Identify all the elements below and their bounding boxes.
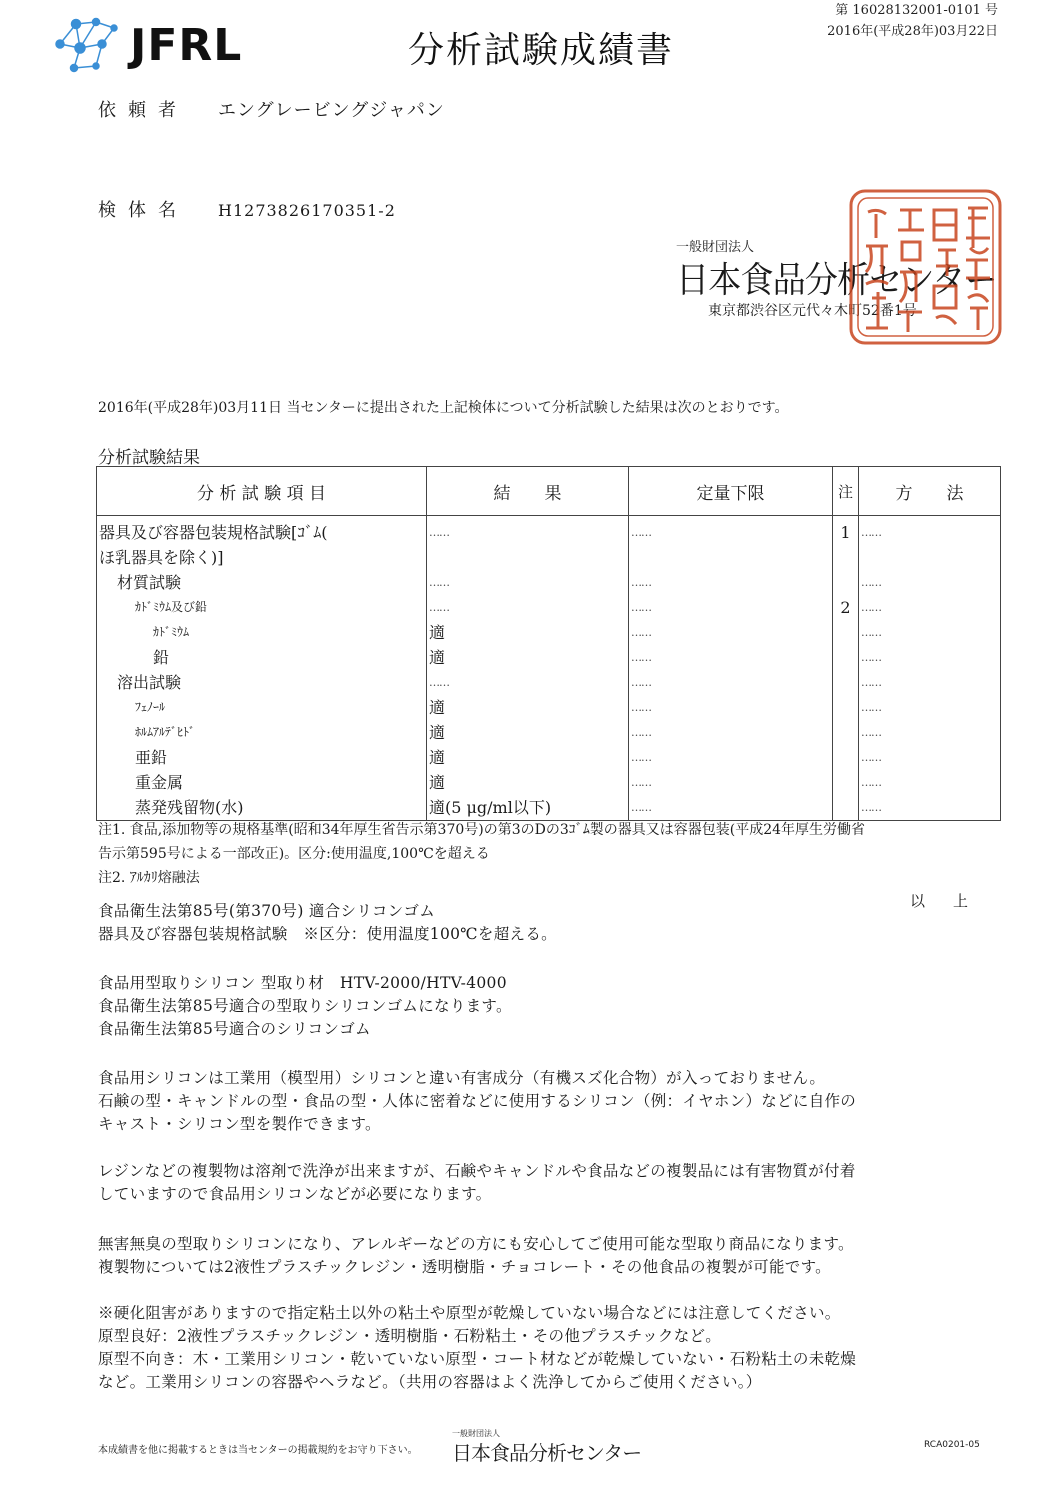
table-header-row bbox=[97, 467, 1001, 516]
logo-text: JFRL bbox=[130, 20, 243, 71]
result-cell: 適 bbox=[427, 720, 629, 745]
method-cell: …… bbox=[859, 770, 1001, 795]
table-row bbox=[97, 795, 1001, 821]
item-cell: ほ乳器具を除く)] bbox=[97, 545, 427, 570]
note-cell bbox=[833, 620, 859, 645]
note-1-line-2: 告示第595号による一部改正)。区分:使用温度,100℃を超える bbox=[98, 846, 490, 862]
body-line: ※硬化阻害がありますので指定粘土以外の粘土や原型が乾燥していない場合などには注意してください。 bbox=[98, 1304, 841, 1322]
body-line: 食品衛生法第85号(第370号) 適合シリコンゴム bbox=[98, 902, 436, 920]
body-paragraph-3 bbox=[98, 1067, 856, 1136]
item-cell: 器具及び容器包装規格試験[ｺﾞﾑ( bbox=[97, 516, 427, 546]
page-title: 分析試験成績書 bbox=[408, 30, 675, 71]
limit-cell: …… bbox=[629, 516, 833, 546]
body-paragraph-1 bbox=[98, 900, 557, 946]
note-cell bbox=[833, 645, 859, 670]
body-line: 原型良好：2液性プラスチックレジン・透明樹脂・石粉粘土・その他プラスチックなど。 bbox=[98, 1327, 722, 1345]
doc-meta bbox=[827, 0, 998, 42]
client-value: エングレービングジャパン bbox=[218, 100, 445, 121]
header-item: 分 析 試 験 項 目 bbox=[97, 467, 427, 516]
item-cell: 材質試験 bbox=[97, 570, 427, 595]
sample-label: 検体名 bbox=[98, 200, 188, 221]
item-cell: ﾎﾙﾑｱﾙﾃﾞﾋﾄﾞ bbox=[97, 720, 427, 745]
notes-block bbox=[98, 818, 865, 890]
result-cell bbox=[427, 545, 629, 570]
item-cell: 鉛 bbox=[97, 645, 427, 670]
result-cell: 適 bbox=[427, 770, 629, 795]
body-line: 原型不向き：木・工業用シリコン・乾いていない原型・コート材などが乾燥していない・石粉粘土の未乾燥 bbox=[98, 1350, 857, 1368]
intro-text: 2016年(平成28年)03月11日 当センターに提出された上記検体について分析試験した結果は次のとおりです。 bbox=[98, 400, 789, 416]
note-cell bbox=[833, 795, 859, 821]
table-row bbox=[97, 695, 1001, 720]
footer-org-name: 日本食品分析センター bbox=[452, 1441, 642, 1465]
body-paragraph-6 bbox=[98, 1302, 856, 1394]
footer-notice: 本成績書を他に掲載するときは当センターの掲載規約をお守り下さい。 bbox=[98, 1445, 418, 1456]
table-row bbox=[97, 545, 1001, 570]
limit-cell: …… bbox=[629, 770, 833, 795]
table-row bbox=[97, 770, 1001, 795]
result-cell: 適(5 μg/ml以下) bbox=[427, 795, 629, 821]
note-cell bbox=[833, 670, 859, 695]
body-line: 食品衛生法第85号適合のシリコンゴム bbox=[98, 1020, 371, 1038]
header-note: 注 bbox=[833, 467, 859, 516]
limit-cell: …… bbox=[629, 795, 833, 821]
doc-date: 2016年(平成28年)03月22日 bbox=[827, 24, 998, 39]
result-cell: …… bbox=[427, 670, 629, 695]
limit-cell: …… bbox=[629, 720, 833, 745]
body-line: レジンなどの複製物は溶剤で洗浄が出来ますが、石鹸やキャンドルや食品などの複製品には有害物質が付着 bbox=[98, 1162, 856, 1180]
body-line: 食品用シリコンは工業用（模型用）シリコンと違い有害成分（有機スズ化合物）が入っておりません。 bbox=[98, 1069, 826, 1087]
result-cell: 適 bbox=[427, 620, 629, 645]
sample-value: H1273826170351-2 bbox=[218, 201, 396, 220]
results-table bbox=[96, 466, 1001, 821]
method-cell: …… bbox=[859, 695, 1001, 720]
client-label: 依頼者 bbox=[98, 100, 188, 121]
body-line: キャスト・シリコン型を製作できます。 bbox=[98, 1115, 381, 1133]
header-limit: 定量下限 bbox=[629, 467, 833, 516]
body-line: 石鹸の型・キャンドルの型・食品の型・人体に密着などに使用するシリコン（例：イヤホン）などに自作の bbox=[98, 1092, 857, 1110]
body-line: など。工業用シリコンの容器やヘラなど。（共用の容器はよく洗浄してからご使用ください。） bbox=[98, 1373, 762, 1391]
header-method: 方 法 bbox=[859, 467, 1001, 516]
item-cell: 蒸発残留物(水) bbox=[97, 795, 427, 821]
result-cell: 適 bbox=[427, 745, 629, 770]
client-field bbox=[98, 96, 445, 122]
header-result: 結 果 bbox=[427, 467, 629, 516]
result-cell: 適 bbox=[427, 645, 629, 670]
body-paragraph-5 bbox=[98, 1233, 854, 1279]
body-paragraph-4 bbox=[98, 1160, 856, 1206]
table-row bbox=[97, 645, 1001, 670]
limit-cell: …… bbox=[629, 645, 833, 670]
org-address: 東京都渋谷区元代々木町52番1号 bbox=[708, 303, 917, 319]
method-cell: …… bbox=[859, 670, 1001, 695]
body-paragraph-2 bbox=[98, 972, 512, 1041]
body-line: 食品衛生法第85号適合の型取りシリコンゴムになります。 bbox=[98, 997, 512, 1015]
method-cell bbox=[859, 545, 1001, 570]
method-cell: …… bbox=[859, 645, 1001, 670]
table-row bbox=[97, 670, 1001, 695]
table-row bbox=[97, 516, 1001, 546]
body-line: 複製物については2液性プラスチックレジン・透明樹脂・チョコレート・その他食品の複製が可能です。 bbox=[98, 1258, 831, 1276]
item-cell: 溶出試験 bbox=[97, 670, 427, 695]
method-cell: …… bbox=[859, 516, 1001, 546]
limit-cell: …… bbox=[629, 670, 833, 695]
result-cell: 適 bbox=[427, 695, 629, 720]
note-cell bbox=[833, 695, 859, 720]
limit-cell: …… bbox=[629, 745, 833, 770]
method-cell: …… bbox=[859, 720, 1001, 745]
note-cell bbox=[833, 545, 859, 570]
table-row bbox=[97, 720, 1001, 745]
doc-number: 第 16028132001-0101 号 bbox=[835, 3, 998, 18]
end-mark: 以上 bbox=[910, 892, 997, 910]
section-title: 分析試験結果 bbox=[98, 448, 200, 468]
footer-code: RCA0201-05 bbox=[924, 1440, 980, 1450]
org-name: 日本食品分析センター bbox=[676, 260, 997, 301]
table-row bbox=[97, 745, 1001, 770]
item-cell: ﾌｪﾉｰﾙ bbox=[97, 695, 427, 720]
limit-cell: …… bbox=[629, 570, 833, 595]
limit-cell: …… bbox=[629, 620, 833, 645]
method-cell: …… bbox=[859, 795, 1001, 821]
note-cell bbox=[833, 720, 859, 745]
method-cell: …… bbox=[859, 620, 1001, 645]
result-cell: …… bbox=[427, 595, 629, 620]
item-cell: 亜鉛 bbox=[97, 745, 427, 770]
note-2: 注2. ｱﾙｶﾘ熔融法 bbox=[98, 870, 200, 886]
note-cell bbox=[833, 770, 859, 795]
item-cell: ｶﾄﾞﾐｳﾑ及び鉛 bbox=[97, 595, 427, 620]
body-line: 無害無臭の型取りシリコンになり、アレルギーなどの方にも安心してご使用可能な型取り商品になります。 bbox=[98, 1235, 854, 1253]
official-seal bbox=[848, 188, 1003, 346]
body-line: していますので食品用シリコンなどが必要になります。 bbox=[98, 1185, 492, 1203]
result-cell: …… bbox=[427, 516, 629, 546]
table-row bbox=[97, 595, 1001, 620]
method-cell: …… bbox=[859, 745, 1001, 770]
table-row bbox=[97, 620, 1001, 645]
molecule-icon bbox=[52, 14, 130, 76]
limit-cell bbox=[629, 545, 833, 570]
org-type: 一般財団法人 bbox=[676, 240, 755, 255]
note-cell bbox=[833, 745, 859, 770]
sample-field bbox=[98, 196, 396, 222]
body-line: 食品用型取りシリコン 型取り材 HTV-2000/HTV-4000 bbox=[98, 974, 507, 992]
body-line: 器具及び容器包装規格試験 ※区分：使用温度100℃を超える。 bbox=[98, 925, 557, 943]
limit-cell: …… bbox=[629, 695, 833, 720]
note-cell bbox=[833, 570, 859, 595]
method-cell: …… bbox=[859, 570, 1001, 595]
item-cell: ｶﾄﾞﾐｳﾑ bbox=[97, 620, 427, 645]
table-row bbox=[97, 570, 1001, 595]
item-cell: 重金属 bbox=[97, 770, 427, 795]
result-cell: …… bbox=[427, 570, 629, 595]
jfrl-logo bbox=[52, 14, 262, 74]
footer-org-type: 一般財団法人 bbox=[452, 1429, 500, 1438]
method-cell: …… bbox=[859, 595, 1001, 620]
limit-cell: …… bbox=[629, 595, 833, 620]
note-cell: 2 bbox=[833, 595, 859, 620]
note-cell: 1 bbox=[833, 516, 859, 546]
note-1-line-1: 注1. 食品,添加物等の規格基準(昭和34年厚生省告示第370号)の第3のDの3ｺﾞﾑ製の器具又は容器包装(平成24年厚生労働省 bbox=[98, 822, 866, 838]
seal-stamp-icon bbox=[848, 188, 1003, 346]
